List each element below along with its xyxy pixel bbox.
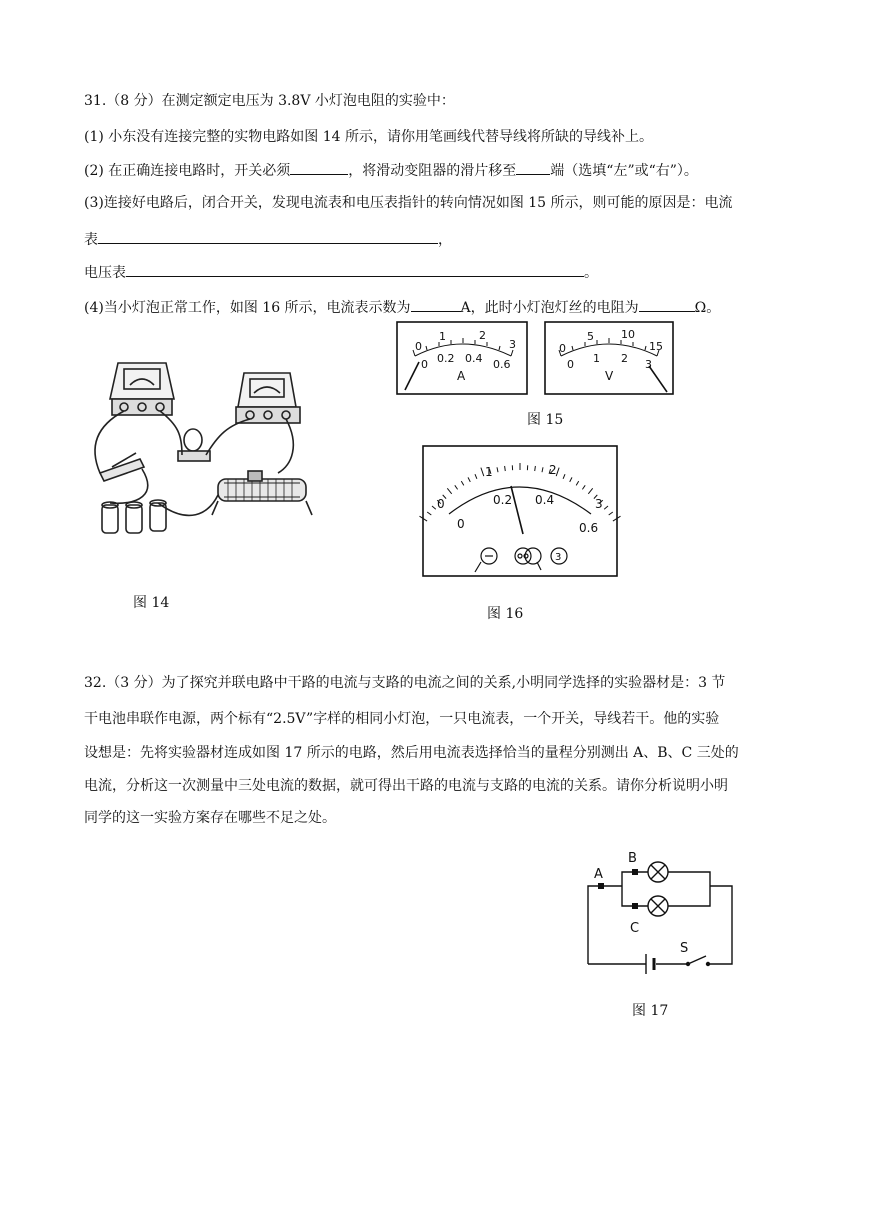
fig16-bot-0: 0 <box>457 517 465 531</box>
fig16-terminal-label: 3 <box>555 552 562 563</box>
fig16-top-2: 2 <box>549 463 557 477</box>
fig15-v-top-3: 15 <box>649 340 663 353</box>
resistance-blank[interactable] <box>639 297 695 312</box>
fig16-scale-tick <box>475 474 477 479</box>
fig16-caption: 图 16 <box>487 606 524 622</box>
fig15-a-top-0: 0 <box>415 340 422 353</box>
ammeter-reason-blank[interactable] <box>98 229 438 244</box>
fig15-v-top-2: 10 <box>621 328 635 341</box>
slider-end-blank[interactable] <box>516 160 550 175</box>
q31-part2-a: (2) 在正确连接电路时，开关必须 <box>84 163 291 179</box>
q31-part4 <box>84 297 720 318</box>
fig16-scale-tick <box>497 467 498 472</box>
fig16-scale-tick <box>427 512 431 515</box>
period: 。 <box>584 265 598 281</box>
fig15-v-bot-1: 1 <box>593 352 600 365</box>
q31-part3-ammeter-line <box>84 229 452 250</box>
q31-part2 <box>84 160 698 181</box>
fig15-ammeter <box>397 322 527 394</box>
fig17-circuit-diagram <box>584 848 744 972</box>
fig15-meters <box>397 322 699 396</box>
fig16-scale-tick <box>570 477 572 482</box>
fig16-top-0: 0 <box>437 497 445 511</box>
fig17-label-c: C <box>630 921 640 936</box>
fig16-scale-tick <box>447 488 451 494</box>
fig15-v-bot-0: 0 <box>567 358 574 371</box>
fig16-scale-tick <box>576 481 579 485</box>
fig16-scale-tick <box>461 481 464 485</box>
voltmeter-label: 电压表 <box>84 265 126 281</box>
q31-part4-c: Ω。 <box>694 300 721 316</box>
fig15-v-unit: V <box>605 369 614 383</box>
voltmeter-reason-blank[interactable] <box>126 262 584 277</box>
q31-part2-c: 端（选填“左”或“右”）。 <box>550 163 698 179</box>
fig16-bot-1: 0.2 <box>493 493 513 507</box>
fig16-top-1: 1 <box>485 465 493 479</box>
fig15-v-top-0: 0 <box>559 342 566 355</box>
q32-line1: 32.（3 分）为了探究并联电路中干路的电流与支路的电流之间的关系,小明同学选择的实验器材是：3 节 <box>84 675 726 691</box>
fig15-a-top-3: 3 <box>509 338 516 351</box>
fig16-bot-2: 0.4 <box>535 493 555 507</box>
fig16-scale-tick <box>588 488 592 494</box>
fig15-voltmeter <box>545 322 673 394</box>
fig15-a-bot-1: 0.2 <box>437 352 455 365</box>
switch-state-blank[interactable] <box>290 160 348 175</box>
comma: ， <box>438 232 452 248</box>
q32-line3: 设想是：先将实验器材连成如图 17 所示的电路，然后用电流表选择恰当的量程分别测出 A、B、C 三处的 <box>84 745 739 761</box>
fig15-a-top-1: 1 <box>439 330 446 343</box>
current-blank[interactable] <box>411 297 461 312</box>
fig17-caption: 图 17 <box>632 1003 669 1019</box>
fig15-a-bot-2: 0.4 <box>465 352 483 365</box>
q31-title: 31.（8 分）在测定额定电压为 3.8V 小灯泡电阻的实验中： <box>84 93 455 109</box>
q31-part3: (3)连接好电路后，闭合开关，发现电流表和电压表指针的转向情况如图 15 所示，则可能的原因是：电流 <box>84 195 733 211</box>
fig16-scale-tick <box>563 474 565 479</box>
fig15-v-bot-2: 2 <box>621 352 628 365</box>
q31-part3-voltmeter-line <box>84 262 598 283</box>
fig16-scale-tick <box>455 485 458 489</box>
fig16-ammeter <box>423 446 619 578</box>
fig15-a-bot-0: 0 <box>421 358 428 371</box>
fig15-a-top-2: 2 <box>479 329 486 342</box>
fig16-scale-tick <box>604 506 608 509</box>
fig16-bot-3: 0.6 <box>579 521 599 535</box>
ammeter-label: 表 <box>84 232 98 248</box>
fig15-caption: 图 15 <box>527 412 564 428</box>
fig17-label-s: S <box>680 941 689 956</box>
fig15-v-bot-3: 3 <box>645 358 652 371</box>
q32-line5: 同学的这一实验方案存在哪些不足之处。 <box>84 810 336 826</box>
fig15-a-bot-3: 0.6 <box>493 358 511 371</box>
q31-part4-a: (4)当小灯泡正常工作，如图 16 所示，电流表示数为 <box>84 300 411 316</box>
q31-part4-b: A，此时小灯泡灯丝的电阻为 <box>460 300 639 316</box>
fig16-scale-tick <box>505 466 506 471</box>
fig16-scale-tick <box>535 466 536 471</box>
fig14-circuit-drawing <box>78 355 323 555</box>
q31-part1: (1) 小东没有连接完整的实物电路如图 14 所示，请你用笔画线代替导线将所缺的导线补上。 <box>84 129 653 145</box>
fig17-label-a: A <box>594 867 603 882</box>
fig16-scale-tick <box>468 477 470 482</box>
q32-line4: 电流，分析这一次测量中三处电流的数据，就可得出干路的电流与支路的电流的关系。请你分析说明小明 <box>84 778 728 794</box>
fig15-a-unit: A <box>457 369 466 383</box>
fig16-scale-tick <box>582 485 585 489</box>
q31-part2-b: ，将滑动变阻器的滑片移至 <box>348 163 517 179</box>
fig16-scale-tick <box>481 468 484 477</box>
fig17-label-b: B <box>628 851 637 866</box>
fig14-caption: 图 14 <box>133 595 170 611</box>
fig16-top-3: 3 <box>595 497 603 511</box>
q32-line2: 干电池串联作电源，两个标有“2.5V”字样的相同小灯泡，一只电流表，一个开关，导线若干。他的实验 <box>84 711 720 727</box>
fig16-scale-tick <box>609 512 613 515</box>
fig16-scale-tick <box>432 506 436 509</box>
fig16-scale-tick <box>542 467 543 472</box>
fig15-v-top-1: 5 <box>587 330 594 343</box>
